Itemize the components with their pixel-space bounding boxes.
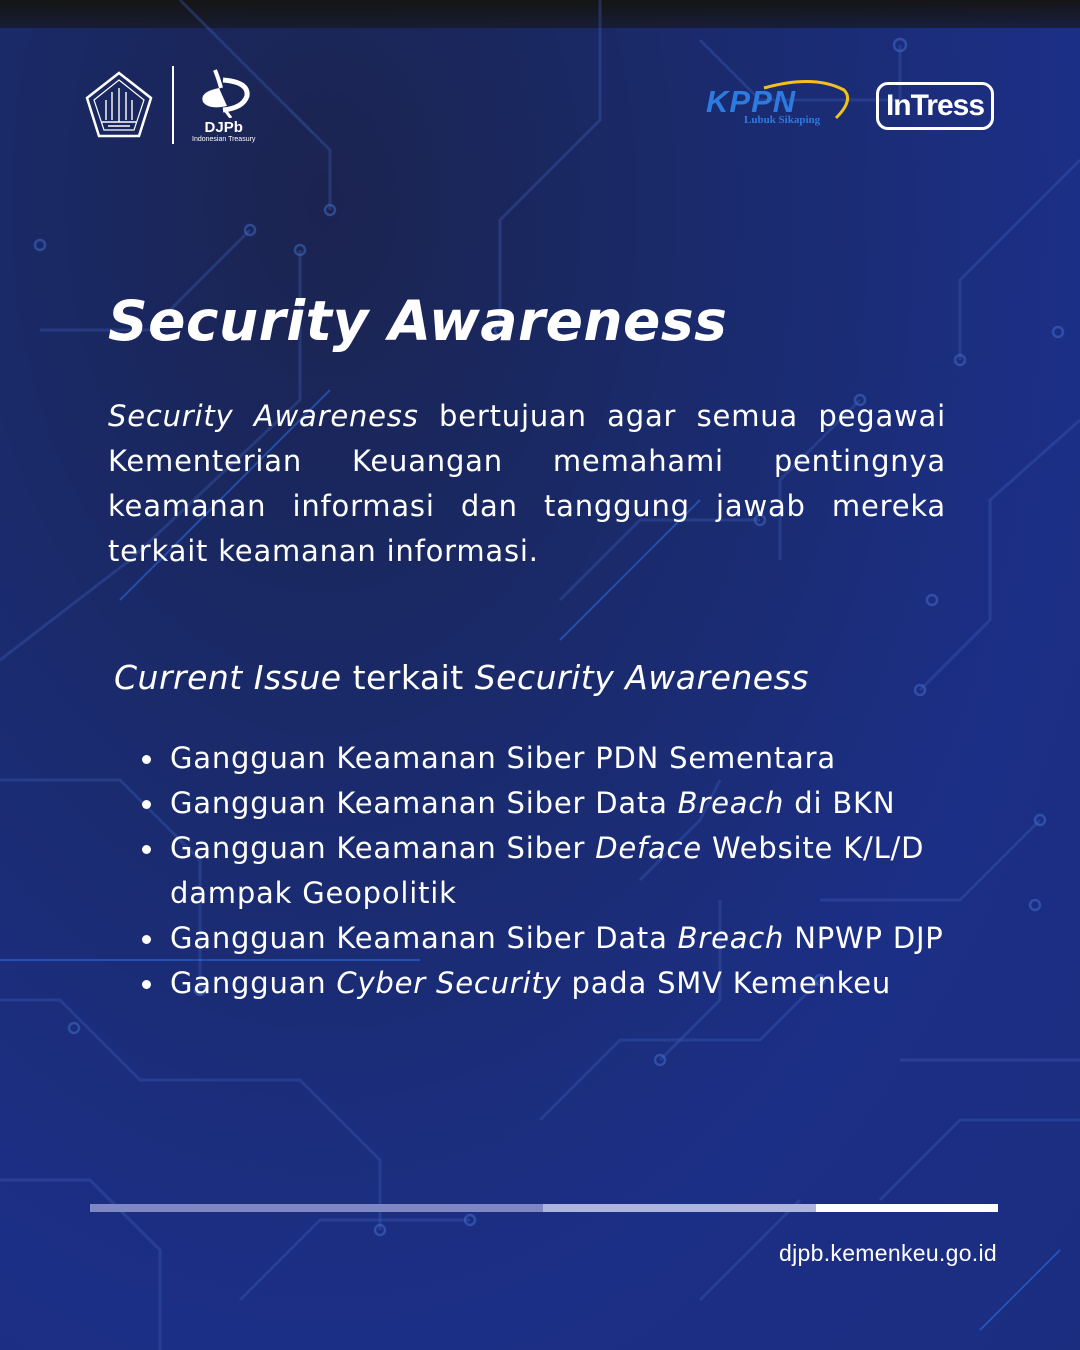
issue-text-after: pada SMV Kemenkeu bbox=[561, 966, 892, 1000]
intro-text: bertujuan agar semua pegawai Kementerian Keuangan memahami pentingnya keamanan informasi dan tanggung jawab mereka terkait keamanan informasi. bbox=[108, 399, 946, 568]
issue-text: Gangguan Keamanan Siber PDN Sementara bbox=[170, 741, 836, 775]
kppn-logo-subtitle: Lubuk Sikaping bbox=[744, 114, 821, 126]
djpb-logo bbox=[192, 66, 255, 144]
issue-text: Gangguan bbox=[170, 966, 337, 1000]
subheading-part3: Security Awareness bbox=[474, 658, 809, 697]
page-title: Security Awareness bbox=[108, 289, 728, 353]
djpb-mark-icon bbox=[193, 66, 255, 118]
kppn-logo-name: KPPN bbox=[706, 84, 797, 119]
header-left-logos bbox=[84, 66, 255, 144]
issue-text: Gangguan Keamanan Siber bbox=[170, 831, 596, 865]
slide-progress-bar bbox=[90, 1204, 998, 1212]
issue-text-after: di BKN bbox=[784, 786, 896, 820]
issue-item bbox=[170, 781, 970, 826]
djpb-logo-name: DJPb bbox=[204, 119, 243, 136]
issue-text: Gangguan Keamanan Siber Data bbox=[170, 921, 678, 955]
logo-divider bbox=[172, 66, 174, 144]
kppn-logo bbox=[704, 78, 854, 130]
issue-italic: Deface bbox=[595, 831, 702, 865]
current-issue-heading bbox=[114, 654, 809, 702]
issue-item bbox=[170, 916, 970, 961]
intress-logo-name: InTress bbox=[885, 89, 985, 122]
issue-text-after: Website K/L/D dampak Geopolitik bbox=[170, 831, 925, 910]
issue-item bbox=[170, 736, 970, 781]
intro-paragraph bbox=[108, 394, 946, 574]
subheading-part2: terkait bbox=[341, 658, 475, 697]
djpb-logo-subtitle: Indonesian Treasury bbox=[192, 136, 256, 143]
intress-logo bbox=[876, 82, 994, 130]
issue-text: Gangguan Keamanan Siber Data bbox=[170, 786, 678, 820]
issue-italic: Breach bbox=[677, 786, 785, 820]
issue-list bbox=[170, 736, 970, 1006]
issue-italic: Breach bbox=[677, 921, 785, 955]
footer-website-link[interactable]: djpb.kemenkeu.go.id bbox=[779, 1240, 997, 1266]
kemenkeu-emblem-icon bbox=[84, 70, 154, 140]
issue-item bbox=[170, 961, 970, 1006]
issue-item bbox=[170, 826, 970, 916]
issue-text-after: NPWP DJP bbox=[784, 921, 944, 955]
subheading-part1: Current Issue bbox=[114, 658, 342, 697]
issue-italic: Cyber Security bbox=[336, 966, 562, 1000]
progress-segment-1 bbox=[90, 1204, 543, 1212]
progress-segment-2 bbox=[543, 1204, 816, 1212]
progress-segment-3 bbox=[816, 1204, 998, 1212]
intro-italic-lead: Security Awareness bbox=[108, 399, 419, 433]
